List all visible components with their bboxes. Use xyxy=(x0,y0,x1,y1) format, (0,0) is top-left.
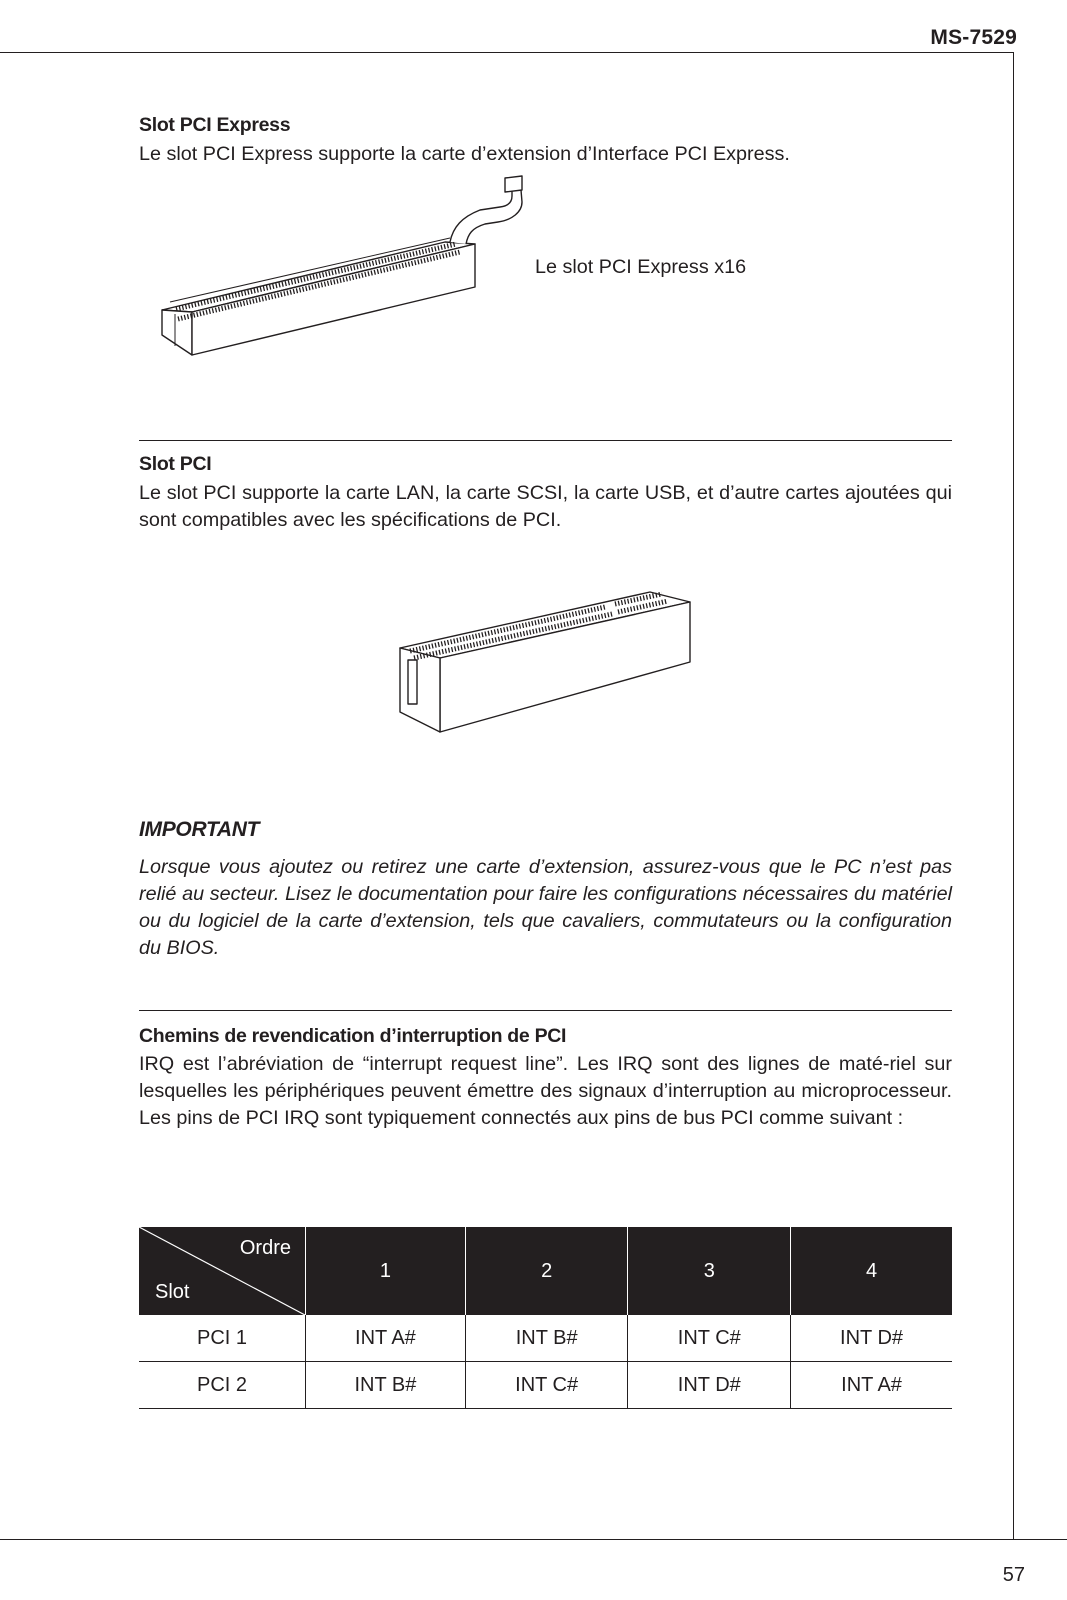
pcie-caption: Le slot PCI Express x16 xyxy=(535,256,747,278)
table-cell: INT A# xyxy=(306,1315,466,1362)
table-cell: INT B# xyxy=(306,1362,466,1409)
table-header-row xyxy=(139,1227,952,1315)
irq-description: IRQ est l’abréviation de “interrupt request line”. Les IRQ sont des lignes de maté-riel sur lesquelles les périphériques peuvent émettre des signaux d’interruption au microprocesseur. Les pins de PCI IRQ sont typiquement connectés aux pins de bus PCI comme suivant : xyxy=(139,1053,952,1129)
pcie-title: Slot PCI Express xyxy=(139,114,291,136)
section-divider xyxy=(139,1010,952,1011)
column-header: 4 xyxy=(791,1227,952,1315)
model-number: MS-7529 xyxy=(930,26,1017,49)
column-header: 3 xyxy=(628,1227,791,1315)
row-slot-label: PCI 2 xyxy=(139,1362,306,1409)
table-cell: INT C# xyxy=(628,1315,791,1362)
pci-title: Slot PCI xyxy=(139,453,212,475)
table-cell: INT C# xyxy=(465,1362,628,1409)
table-cell: INT D# xyxy=(791,1315,952,1362)
irq-routing-table xyxy=(139,1227,952,1409)
footer-rule xyxy=(0,1539,1067,1540)
corner-label-slot: Slot xyxy=(155,1281,190,1303)
important-title: IMPORTANT xyxy=(139,818,260,841)
irq-title: Chemins de revendication d’interruption de PCI xyxy=(139,1025,567,1047)
table-corner-cell xyxy=(139,1227,306,1315)
row-slot-label: PCI 1 xyxy=(139,1315,306,1362)
pci-description: Le slot PCI supporte la carte LAN, la carte SCSI, la carte USB, et d’autre cartes ajoutées qui sont compatibles avec les spécifications de PCI. xyxy=(139,482,952,531)
important-text: Lorsque vous ajoutez ou retirez une carte d’extension, assurez-vous que le PC n’est pas relié au secteur. Lisez le documentation pour faire les configurations nécessaires du matériel ou du logiciel de la carte d’extension, tels que cavaliers, commutateurs ou la configuration du BIOS. xyxy=(139,856,952,959)
table-cell: INT A# xyxy=(791,1362,952,1409)
page-number: 57 xyxy=(1002,1564,1025,1586)
pcie-description: Le slot PCI Express supporte la carte d’extension d’Interface PCI Express. xyxy=(139,143,790,165)
column-header: 1 xyxy=(306,1227,466,1315)
section-divider xyxy=(139,440,952,441)
table-cell: INT B# xyxy=(465,1315,628,1362)
corner-label-order: Ordre xyxy=(239,1237,291,1259)
column-header: 2 xyxy=(465,1227,628,1315)
table-cell: INT D# xyxy=(628,1362,791,1409)
table-row xyxy=(139,1315,952,1362)
pci-slot-illustration xyxy=(390,582,700,742)
header-rule xyxy=(0,52,1014,53)
table-row xyxy=(139,1362,952,1409)
margin-rule xyxy=(1013,52,1014,1540)
pcie-x16-slot-illustration xyxy=(150,172,550,372)
